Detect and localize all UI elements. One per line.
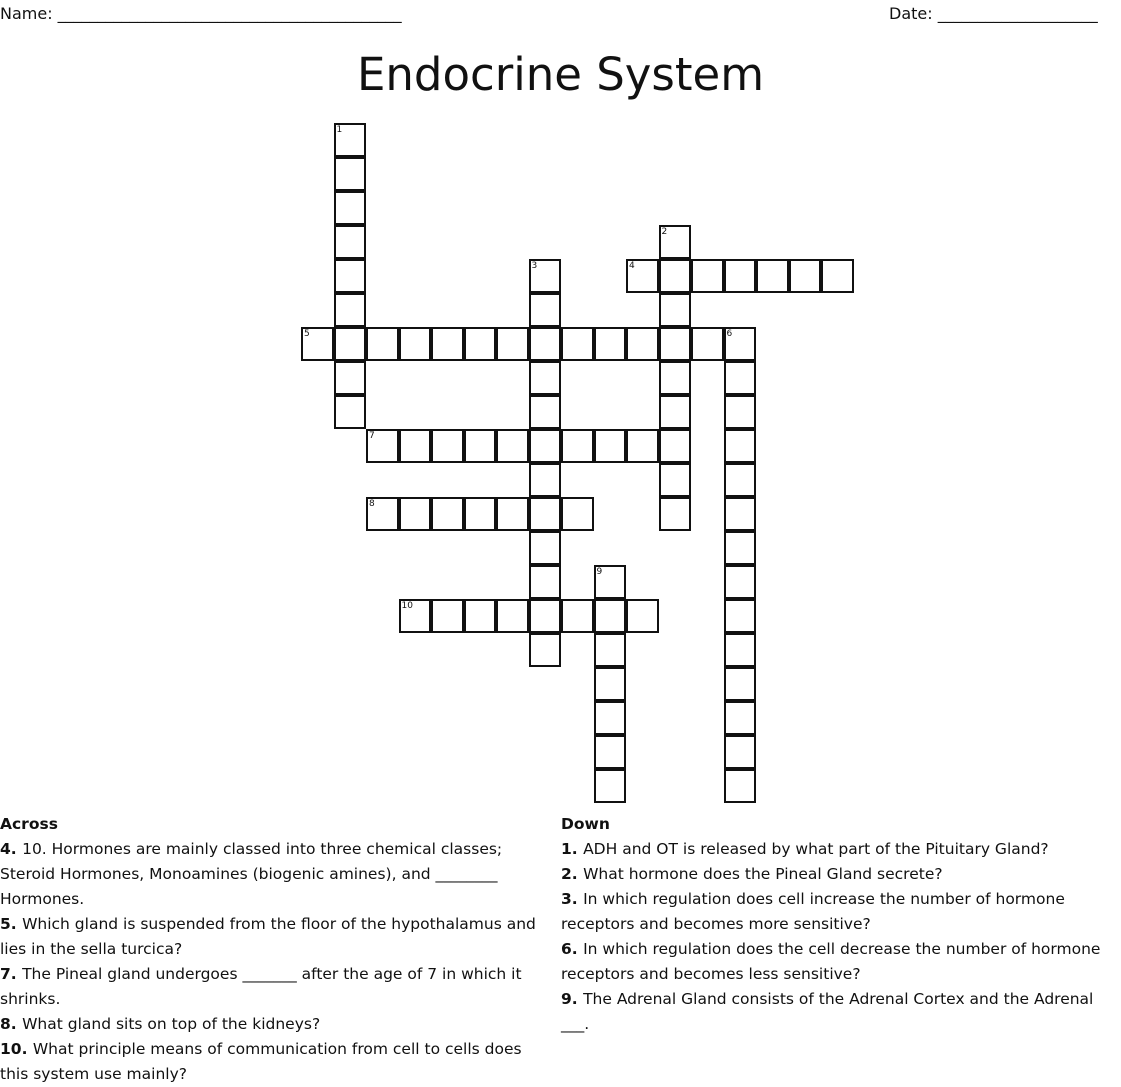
clue-number: 4 (629, 261, 635, 271)
crossword-cell[interactable] (366, 497, 399, 531)
clue-number: 3 (531, 261, 538, 271)
crossword-cell[interactable] (724, 667, 757, 701)
crossword-cell[interactable] (561, 599, 594, 633)
clue-item-text: In which regulation does cell increase the number of hormone receptors and becomes more sensitive? (561, 890, 1065, 933)
crossword-cell[interactable] (366, 429, 399, 463)
crossword-cell[interactable] (561, 429, 594, 463)
clue-item-number: 6. (561, 940, 584, 958)
clue-item-text: What principle means of communication from cell to cells does this system use mainly? (0, 1040, 522, 1083)
crossword-cell[interactable] (691, 259, 724, 293)
crossword-cell[interactable] (594, 599, 627, 633)
crossword-cell[interactable] (529, 463, 562, 497)
crossword-cell[interactable] (529, 531, 562, 565)
crossword-cell[interactable] (594, 769, 627, 803)
clue-item (561, 987, 1116, 1037)
crossword-cell[interactable] (464, 429, 497, 463)
crossword-cell[interactable] (529, 395, 562, 429)
crossword-cell[interactable] (594, 565, 627, 599)
clue-item (0, 912, 545, 962)
crossword-cell[interactable] (659, 327, 692, 361)
clue-item-number: 4. (0, 840, 23, 858)
crossword-cell[interactable] (366, 327, 399, 361)
crossword-cell[interactable] (496, 327, 529, 361)
clue-item-number: 5. (0, 915, 23, 933)
crossword-cell[interactable] (399, 599, 432, 633)
crossword-cell[interactable] (334, 361, 367, 395)
crossword-cell[interactable] (659, 497, 692, 531)
crossword-cell[interactable] (594, 429, 627, 463)
crossword-cell[interactable] (399, 497, 432, 531)
crossword-cell[interactable] (724, 701, 757, 735)
crossword-cell[interactable] (626, 259, 659, 293)
clue-number: 2 (661, 227, 668, 237)
name-field-label[interactable]: Name: ___________________________________________ (0, 4, 402, 23)
clue-number: 1 (336, 125, 343, 135)
crossword-cell[interactable] (334, 327, 367, 361)
clue-item-number: 2. (561, 865, 584, 883)
clue-item-number: 1. (561, 840, 584, 858)
crossword-cell[interactable] (334, 123, 367, 157)
down-clue-list (561, 837, 1116, 1037)
crossword-cell[interactable] (594, 701, 627, 735)
clue-item (561, 862, 1116, 887)
date-field-label[interactable]: Date: ____________________ (889, 4, 1098, 23)
crossword-cell[interactable] (334, 225, 367, 259)
clue-item (0, 1012, 545, 1037)
clue-item-text: In which regulation does the cell decrease the number of hormone receptors and becomes less sensitive? (561, 940, 1101, 983)
crossword-cell[interactable] (431, 599, 464, 633)
clue-number: 6 (726, 329, 733, 339)
crossword-cell[interactable] (529, 361, 562, 395)
crossword-cell[interactable] (334, 259, 367, 293)
crossword-cell[interactable] (334, 191, 367, 225)
crossword-cell[interactable] (724, 259, 757, 293)
clue-item-text: The Pineal gland undergoes _______ after the age of 7 in which it shrinks. (0, 965, 522, 1008)
down-heading: Down (561, 815, 610, 833)
clue-number: 9 (596, 567, 603, 577)
crossword-cell[interactable] (594, 327, 627, 361)
crossword-cell[interactable] (626, 327, 659, 361)
crossword-cell[interactable] (659, 259, 692, 293)
across-clues (0, 812, 545, 1087)
crossword-cell[interactable] (659, 293, 692, 327)
crossword-cell[interactable] (594, 667, 627, 701)
crossword-cell[interactable] (496, 429, 529, 463)
clue-item-number: 3. (561, 890, 584, 908)
crossword-cell[interactable] (756, 259, 789, 293)
crossword-cell[interactable] (496, 497, 529, 531)
crossword-cell[interactable] (626, 429, 659, 463)
crossword-cell[interactable] (529, 599, 562, 633)
clue-item-text: What gland sits on top of the kidneys? (22, 1015, 321, 1033)
crossword-cell[interactable] (561, 327, 594, 361)
crossword-cell[interactable] (529, 633, 562, 667)
crossword-cell[interactable] (431, 429, 464, 463)
clue-item (561, 837, 1116, 862)
crossword-cell[interactable] (724, 429, 757, 463)
across-heading: Across (0, 815, 58, 833)
crossword-cell[interactable] (594, 633, 627, 667)
crossword-cell[interactable] (659, 361, 692, 395)
crossword-cell[interactable] (659, 395, 692, 429)
crossword-cell[interactable] (821, 259, 854, 293)
clue-number: 5 (304, 329, 310, 339)
crossword-cell[interactable] (724, 769, 757, 803)
crossword-cell[interactable] (301, 327, 334, 361)
crossword-cell[interactable] (724, 735, 757, 769)
crossword-cell[interactable] (334, 293, 367, 327)
clue-item-number: 9. (561, 990, 584, 1008)
crossword-cell[interactable] (659, 463, 692, 497)
crossword-cell[interactable] (464, 497, 497, 531)
crossword-cell[interactable] (724, 565, 757, 599)
crossword-cell[interactable] (789, 259, 822, 293)
crossword-cell[interactable] (464, 327, 497, 361)
clue-number: 10 (401, 601, 413, 611)
crossword-cell[interactable] (724, 497, 757, 531)
clue-item (0, 962, 545, 1012)
crossword-cell[interactable] (561, 497, 594, 531)
crossword-cell[interactable] (724, 463, 757, 497)
clue-number: 7 (369, 431, 375, 441)
crossword-cell[interactable] (724, 633, 757, 667)
crossword-cell[interactable] (529, 429, 562, 463)
crossword-cell[interactable] (724, 327, 757, 361)
clue-item-text: Which gland is suspended from the floor of the hypothalamus and lies in the sella turcica? (0, 915, 536, 958)
crossword-cell[interactable] (724, 361, 757, 395)
crossword-cell[interactable] (464, 599, 497, 633)
clue-number: 8 (369, 499, 375, 509)
across-clue-list (0, 837, 545, 1087)
clue-item (561, 937, 1116, 987)
crossword-cell[interactable] (691, 327, 724, 361)
clue-item-text: 10. Hormones are mainly classed into three chemical classes; Steroid Hormones, Monoamines (biogenic amines), and ________ Hormones. (0, 840, 503, 908)
crossword-cell[interactable] (626, 599, 659, 633)
crossword-cell[interactable] (724, 395, 757, 429)
crossword-cell[interactable] (529, 565, 562, 599)
clue-item-number: 8. (0, 1015, 23, 1033)
page-title: Endocrine System (356, 48, 765, 101)
crossword-cell[interactable] (529, 259, 562, 293)
crossword-cell[interactable] (529, 327, 562, 361)
clue-item-text: ADH and OT is released by what part of the Pituitary Gland? (583, 840, 1049, 858)
crossword-cell[interactable] (529, 497, 562, 531)
crossword-cell[interactable] (399, 429, 432, 463)
crossword-cell[interactable] (334, 395, 367, 429)
crossword-cell[interactable] (724, 531, 757, 565)
crossword-cell[interactable] (496, 599, 529, 633)
clue-item (0, 1037, 545, 1087)
crossword-cell[interactable] (659, 429, 692, 463)
crossword-cell[interactable] (659, 225, 692, 259)
crossword-cell[interactable] (334, 157, 367, 191)
clue-item (0, 837, 545, 912)
clue-item-text: The Adrenal Gland consists of the Adrenal Cortex and the Adrenal ___. (561, 990, 1094, 1033)
clue-item-number: 10. (0, 1040, 33, 1058)
crossword-cell[interactable] (431, 497, 464, 531)
crossword-cell[interactable] (399, 327, 432, 361)
clue-item-text: What hormone does the Pineal Gland secrete? (583, 865, 943, 883)
down-clues (561, 812, 1116, 1037)
clue-item (561, 887, 1116, 937)
clue-item-number: 7. (0, 965, 23, 983)
crossword-cell[interactable] (431, 327, 464, 361)
crossword-cell[interactable] (594, 735, 627, 769)
crossword-cell[interactable] (724, 599, 757, 633)
crossword-cell[interactable] (529, 293, 562, 327)
